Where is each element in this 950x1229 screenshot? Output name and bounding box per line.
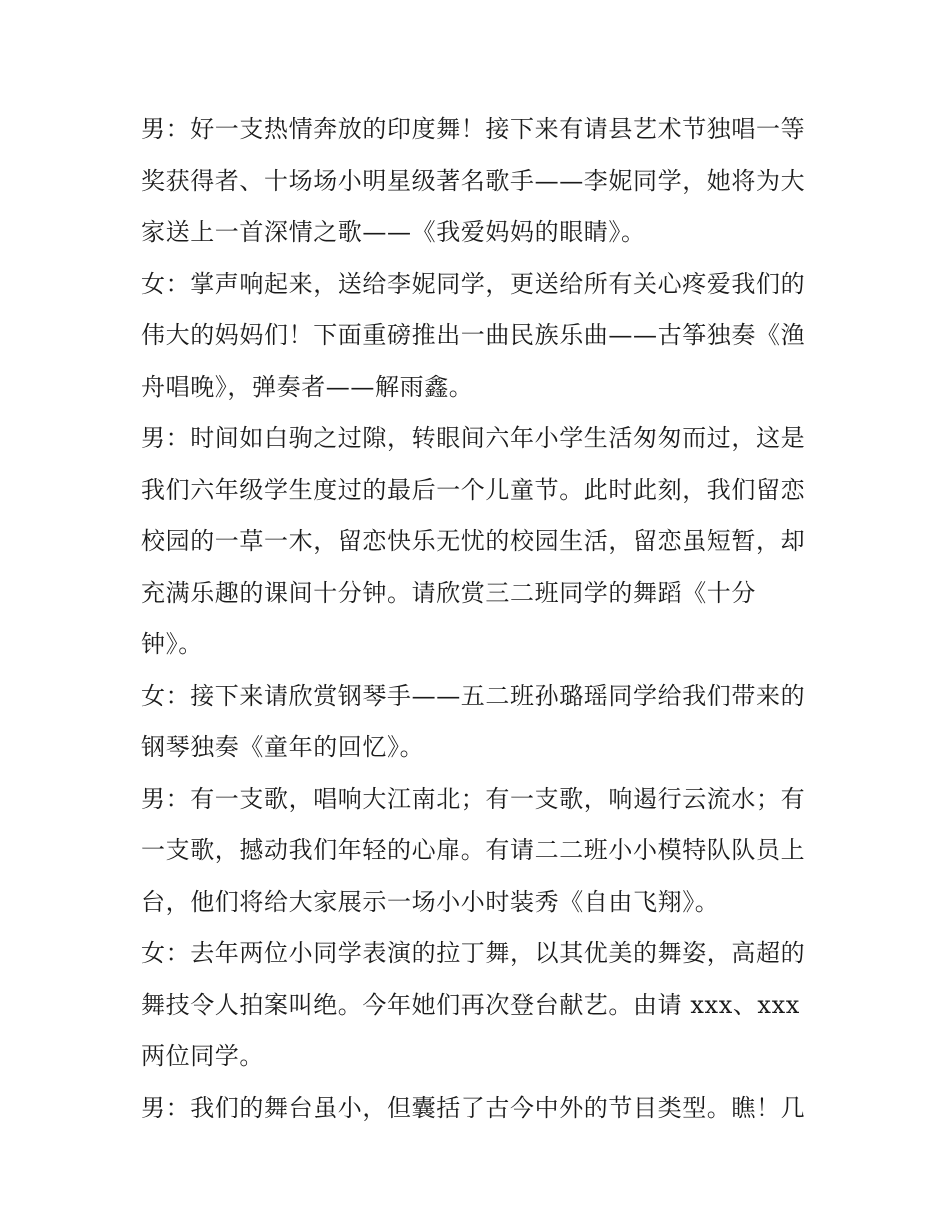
text-line: 舟唱晚》，弹奏者——解雨鑫。: [141, 372, 474, 401]
script-text: [141, 104, 821, 1134]
text-line: 家送上一首深情之歌——《我爱妈妈的眼睛》。: [141, 218, 646, 246]
text-line: 舞技令人拍案叫绝。今年她们再次登台献艺。由请 xxx、xxx: [141, 990, 800, 1019]
text-line: 女：掌声响起来，送给李妮同学，更送给所有关心疼爱我们的: [141, 269, 806, 298]
text-line: 充满乐趣的课间十分钟。请欣赏三二班同学的舞蹈《十分: [141, 578, 756, 607]
text-line: 奖获得者、十场场小明星级著名歌手——李妮同学，她将为大: [141, 166, 806, 195]
text-line: 伟大的妈妈们！下面重磅推出一曲民族乐曲——古筝独奏《渔: [141, 321, 806, 349]
text-line: 男：我们的舞台虽小，但囊括了古今中外的节目类型。瞧！几: [141, 1093, 806, 1122]
text-line: 我们六年级学生度过的最后一个儿童节。此时此刻，我们留恋: [141, 475, 806, 504]
text-line: 台，他们将给大家展示一场小小时装秀《自由飞翔》。: [141, 887, 720, 916]
text-line: 一支歌，撼动我们年轻的心扉。有请二二班小小模特队队员上: [141, 836, 806, 864]
text-line: 女：接下来请欣赏钢琴手——五二班孙璐瑶同学给我们带来的: [141, 681, 806, 710]
text-line: 钟》。: [141, 630, 203, 658]
text-line: 钢琴独奏《童年的回忆》。: [141, 733, 425, 761]
text-line: 女：去年两位小同学表演的拉丁舞，以其优美的舞姿，高超的: [141, 939, 806, 967]
text-line: 两位同学。: [141, 1042, 264, 1070]
text-line: 男：好一支热情奔放的印度舞！接下来有请县艺术节独唱一等: [141, 115, 806, 143]
text-line: 男：有一支歌，唱响大江南北；有一支歌，响遏行云流水；有: [141, 784, 806, 813]
text-line: 校园的一草一木，留恋快乐无忧的校园生活，留恋虽短暂，却: [141, 527, 806, 555]
text-line: 男：时间如白驹之过隙，转眼间六年小学生活匆匆而过，这是: [141, 424, 806, 452]
